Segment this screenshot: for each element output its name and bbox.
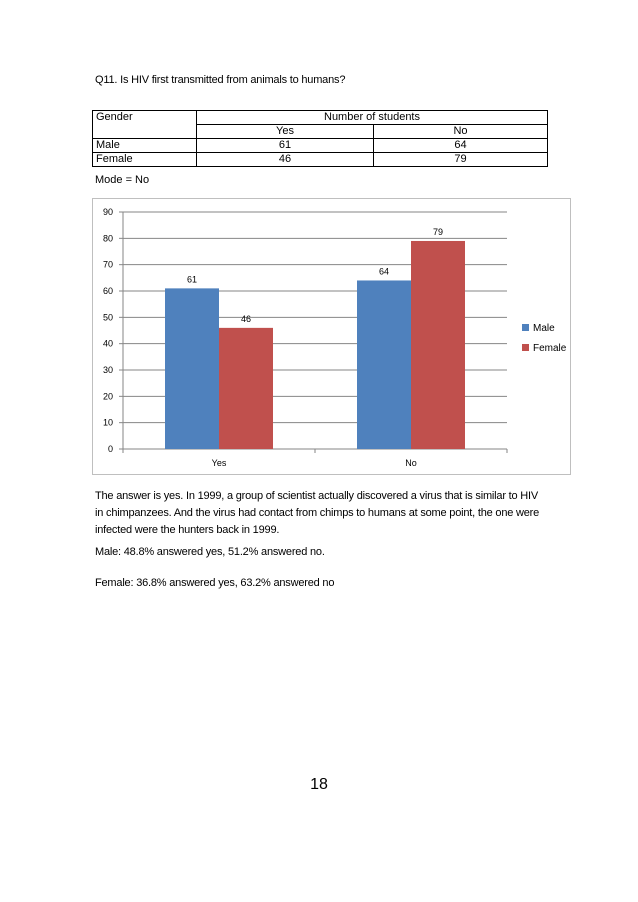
legend-label: Male <box>533 323 555 334</box>
row-label: Female <box>93 153 197 167</box>
bar-male-yes <box>165 288 219 449</box>
y-tick-label: 90 <box>102 207 113 217</box>
question-heading: Q11. Is HIV first transmitted from animals to humans? <box>95 74 346 86</box>
table-row <box>93 153 548 167</box>
cell-yes: 46 <box>197 153 374 167</box>
y-tick-label: 60 <box>102 286 113 296</box>
male-summary: Male: 48.8% answered yes, 51.2% answered no. <box>95 546 325 558</box>
data-label: 79 <box>432 226 444 237</box>
page-number: 18 <box>310 776 328 793</box>
y-tick-label: 0 <box>107 444 113 454</box>
y-tick-label: 70 <box>102 259 113 270</box>
bar-chart-svg <box>93 199 572 476</box>
y-tick-label: 10 <box>102 417 113 428</box>
y-tick-label: 50 <box>102 312 113 323</box>
data-label: 64 <box>378 266 390 277</box>
cell-yes: 61 <box>197 139 374 153</box>
table-header-row <box>93 111 548 125</box>
female-summary: Female: 36.8% answered yes, 63.2% answered no <box>95 577 335 589</box>
y-tick-label: 40 <box>102 338 113 349</box>
bar-male-no <box>357 280 411 449</box>
table-row <box>93 139 548 153</box>
bar-chart <box>92 198 571 475</box>
yes-header: Yes <box>197 125 374 139</box>
data-label: 61 <box>186 274 198 285</box>
x-tick-label: No <box>405 458 417 468</box>
no-header: No <box>374 125 548 139</box>
answer-paragraph: The answer is yes. In 1999, a group of scientist actually discovered a virus that is similar to HIV in chimpanzees. And the virus had contact from chimps to humans at some point, the one were infected were the hunters back in 1999. <box>95 490 540 536</box>
legend-swatch-female <box>522 344 529 351</box>
mode-text: Mode = No <box>95 174 150 186</box>
cell-no: 64 <box>374 139 548 153</box>
y-tick-label: 20 <box>102 391 113 402</box>
y-tick-label: 30 <box>102 365 113 375</box>
data-label: 46 <box>240 313 252 324</box>
legend-swatch-male <box>522 324 529 331</box>
gender-header: Gender <box>93 111 197 139</box>
cell-no: 79 <box>374 153 548 167</box>
y-tick-label: 80 <box>102 233 113 244</box>
number-of-students-header: Number of students <box>197 111 548 125</box>
bar-female-yes <box>219 328 273 449</box>
students-table <box>92 110 548 167</box>
row-label: Male <box>93 139 197 153</box>
bar-female-no <box>411 241 465 449</box>
x-tick-label: Yes <box>211 458 227 468</box>
legend-label: Female <box>533 343 567 354</box>
